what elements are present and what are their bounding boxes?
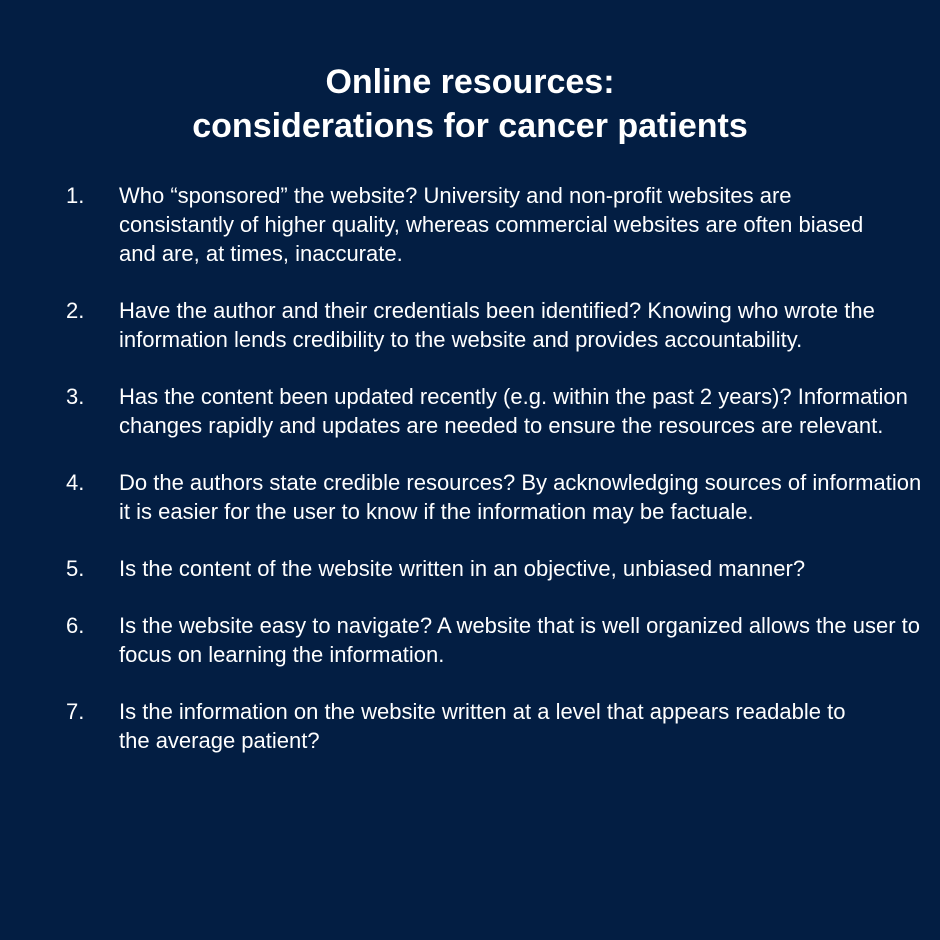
title-line-2: considerations for cancer patients	[192, 107, 748, 145]
item-text: Is the content of the website written in an objective, unbiased manner?	[119, 556, 806, 581]
item-text: Has the content been updated recently (e.g. within the past 2 years)? Information changes rapidly and updates are needed to ensure the resources are relevant.	[119, 384, 908, 438]
item-number: 3.	[66, 384, 85, 409]
list-item	[66, 382, 909, 440]
item-number: 4.	[66, 470, 85, 495]
item-text: Is the information on the website written at a level that appears readable to the average patient?	[119, 699, 846, 753]
list-item	[66, 697, 854, 755]
item-text: Have the author and their credentials been identified? Knowing who wrote the information lends credibility to the website and provides accountability.	[119, 298, 875, 352]
item-number: 1.	[66, 183, 85, 208]
list-item	[66, 296, 899, 354]
item-number: 6.	[66, 613, 85, 638]
list-item	[66, 554, 839, 583]
item-number: 2.	[66, 298, 85, 323]
item-text: Who “sponsored” the website? University and non-profit websites are consistantly of higher quality, whereas commercial websites are often biased and are, at times, inaccurate.	[119, 183, 864, 266]
item-number: 7.	[66, 699, 85, 724]
page-title	[0, 60, 940, 148]
considerations-list	[66, 181, 922, 783]
item-text: Do the authors state credible resources? By acknowledging sources of information it is easier for the user to know if the information may be factuale.	[119, 470, 922, 524]
list-item	[66, 181, 879, 268]
item-text: Is the website easy to navigate? A website that is well organized allows the user to focus on learning the information.	[119, 613, 921, 667]
title-line-1: Online resources:	[325, 63, 615, 101]
item-number: 5.	[66, 556, 85, 581]
list-item	[66, 611, 929, 669]
list-item	[66, 468, 929, 526]
